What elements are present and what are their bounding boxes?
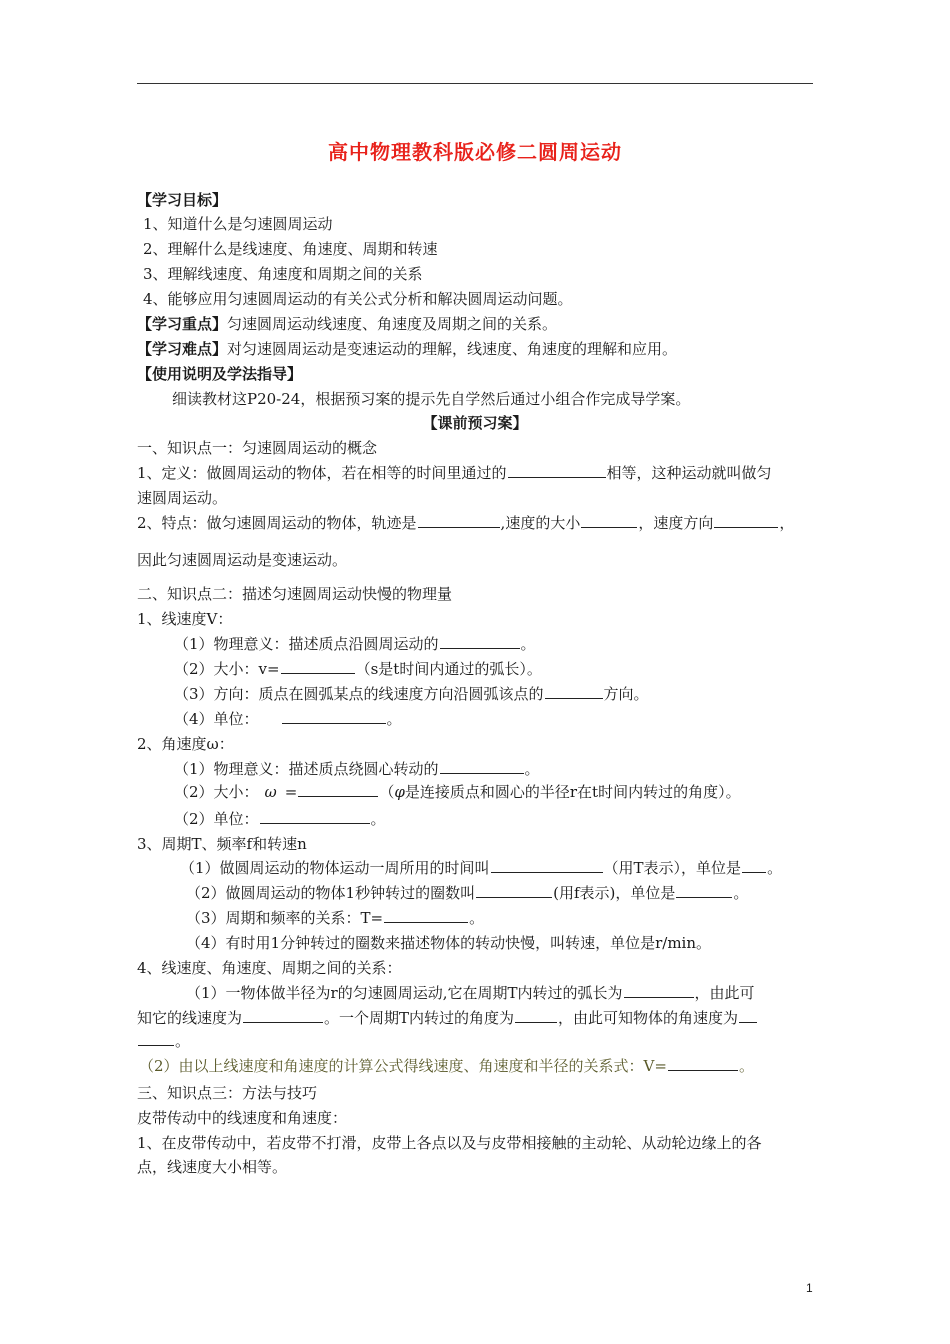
blank	[138, 1031, 174, 1046]
text: ，	[779, 514, 795, 532]
k3-p1: 1、在皮带传动中，若皮带不打滑，皮带上各点以及与皮带相接触的主动轮、从动轮边缘上的各	[137, 1134, 762, 1152]
k1-definition	[137, 463, 772, 483]
k1-feature	[137, 513, 794, 533]
omega-symbol: ω	[264, 783, 277, 801]
blank	[260, 809, 370, 824]
k1-feature-cont: 因此匀速圆周运动是变速运动。	[137, 551, 348, 569]
key-point-label: 【学习重点】	[137, 315, 228, 333]
blank	[384, 908, 468, 923]
text: 。	[175, 1032, 191, 1050]
text: （1）物理意义：描述质点绕圆心转动的	[174, 760, 439, 778]
text: （2）大小：v=	[174, 660, 280, 678]
t-period	[180, 858, 782, 878]
objective-item: 4、能够应用匀速圆周运动的有关公式分析和解决圆周运动问题。	[143, 290, 573, 308]
v-magnitude	[174, 659, 542, 679]
blank	[515, 1008, 557, 1023]
text: ,速度的大小	[500, 514, 581, 532]
k2-heading: 二、知识点二：描述匀速圆周运动快慢的物理量	[137, 585, 453, 603]
blank	[739, 1008, 757, 1023]
text: （2）由以上线速度和角速度的计算公式得线速度、角速度和半径的关系式：V=	[139, 1057, 667, 1075]
text: （3）方向：质点在圆弧某点的线速度方向沿圆弧该点的	[174, 685, 544, 703]
v-direction	[174, 684, 649, 704]
text: 。	[738, 1057, 754, 1075]
text: 。	[386, 710, 402, 728]
blank	[418, 513, 500, 528]
objective-item: 3、理解线速度、角速度和周期之间的关系	[143, 265, 423, 283]
blank	[742, 858, 766, 873]
text: ，由此可知物体的角速度为	[558, 1009, 739, 1027]
text: 。	[733, 884, 749, 902]
r-line4	[139, 1056, 754, 1076]
blank	[508, 463, 606, 478]
blank	[581, 513, 637, 528]
text: （3）周期和频率的关系：T=	[186, 909, 384, 927]
k1-definition-cont: 速圆周运动。	[137, 489, 228, 507]
text: 1、定义：做圆周运动的物体，若在相等的时间里通过的	[137, 464, 507, 482]
text: 。	[370, 810, 386, 828]
blank	[624, 983, 694, 998]
t-frequency	[186, 883, 748, 903]
r-line1	[186, 983, 755, 1003]
blank	[714, 513, 778, 528]
text: ，速度方向	[638, 514, 714, 532]
text: (用f表示)，单位是	[553, 884, 676, 902]
w-unit	[174, 809, 386, 829]
blank	[545, 684, 603, 699]
text: 。	[524, 760, 540, 778]
k3-p1-cont: 点，线速度大小相等。	[137, 1158, 288, 1176]
guide-heading: 【使用说明及学法指导】	[137, 365, 303, 383]
text: 知它的线速度为	[137, 1009, 243, 1027]
header-rule	[137, 83, 813, 84]
blank	[298, 782, 378, 797]
v-meaning	[174, 634, 536, 654]
difficulty-line	[137, 339, 677, 359]
w-magnitude	[174, 782, 741, 802]
text: （1）一物体做半径为r的匀速圆周运动,它在周期T内转过的弧长为	[186, 984, 623, 1002]
key-point-text: 匀速圆周运动线速度、角速度及周期之间的关系。	[227, 315, 558, 333]
text: =	[284, 783, 298, 801]
text: （1）物理意义：描述质点沿圆周运动的	[174, 635, 439, 653]
r-line3	[137, 1031, 190, 1051]
text: 2、特点：做匀速圆周运动的物体，轨迹是	[137, 514, 417, 532]
blank	[668, 1056, 738, 1071]
text: ，由此可	[694, 984, 755, 1002]
w-meaning	[174, 759, 540, 779]
text: 。	[520, 635, 536, 653]
phi-symbol: φ	[394, 783, 405, 801]
text: （2）大小：	[174, 783, 259, 801]
w-heading: 2、角速度ω：	[137, 735, 234, 753]
blank	[243, 1008, 323, 1023]
t-speed: （4）有时用1分钟转过的圈数来描述物体的转动快慢，叫转速，单位是r/min。	[186, 934, 711, 952]
text: （1）做圆周运动的物体运动一周所用的时间叫	[180, 859, 490, 877]
objective-item: 1、知道什么是匀速圆周运动	[143, 215, 333, 233]
page-number: 1	[806, 1281, 813, 1295]
text: （s是t时间内通过的弧长）。	[355, 660, 542, 678]
blank	[676, 883, 732, 898]
text: （	[379, 783, 395, 801]
text: 。一个周期T内转过的角度为	[324, 1009, 515, 1027]
r-heading: 4、线速度、角速度、周期之间的关系：	[137, 959, 402, 977]
text: 。	[767, 859, 783, 877]
text: 相等，这种运动就叫做匀	[606, 464, 772, 482]
text: （用T表示），单位是	[603, 859, 742, 877]
r-line2	[137, 1008, 758, 1028]
blank	[491, 858, 603, 873]
key-point-line	[137, 314, 557, 334]
v-unit	[174, 709, 402, 729]
difficulty-text: 对匀速圆周运动是变速运动的理解，线速度、角速度的理解和应用。	[227, 340, 678, 358]
difficulty-label: 【学习难点】	[137, 340, 228, 358]
objective-item: 2、理解什么是线速度、角速度、周期和转速	[143, 240, 438, 258]
blank	[281, 659, 355, 674]
t-relation	[186, 908, 484, 928]
text: （2）做圆周运动的物体1秒钟转过的圈数叫	[186, 884, 476, 902]
blank	[282, 709, 386, 724]
k3-heading: 三、知识点三：方法与技巧	[137, 1084, 318, 1102]
objectives-heading: 【学习目标】	[137, 191, 228, 209]
text: 方向。	[603, 685, 649, 703]
blank	[440, 759, 524, 774]
text: （4）单位：	[174, 710, 259, 728]
k3-sub: 皮带传动中的线速度和角速度：	[137, 1109, 348, 1127]
guide-text: 细读教材这P20-24，根据预习案的提示先自学然后通过小组合作完成导学案。	[172, 390, 691, 408]
v-heading: 1、线速度V：	[137, 610, 233, 628]
t-heading: 3、周期T、频率f和转速n	[137, 835, 307, 853]
blank	[440, 634, 520, 649]
preview-heading: 【课前预习案】	[422, 414, 528, 432]
page-title: 高中物理教科版必修二圆周运动	[328, 140, 622, 164]
k1-heading: 一、知识点一：匀速圆周运动的概念	[137, 439, 378, 457]
text: （2）单位：	[174, 810, 259, 828]
text: 。	[469, 909, 485, 927]
blank	[476, 883, 552, 898]
text: 是连接质点和圆心的半径r在t时间内转过的角度）。	[404, 783, 741, 801]
